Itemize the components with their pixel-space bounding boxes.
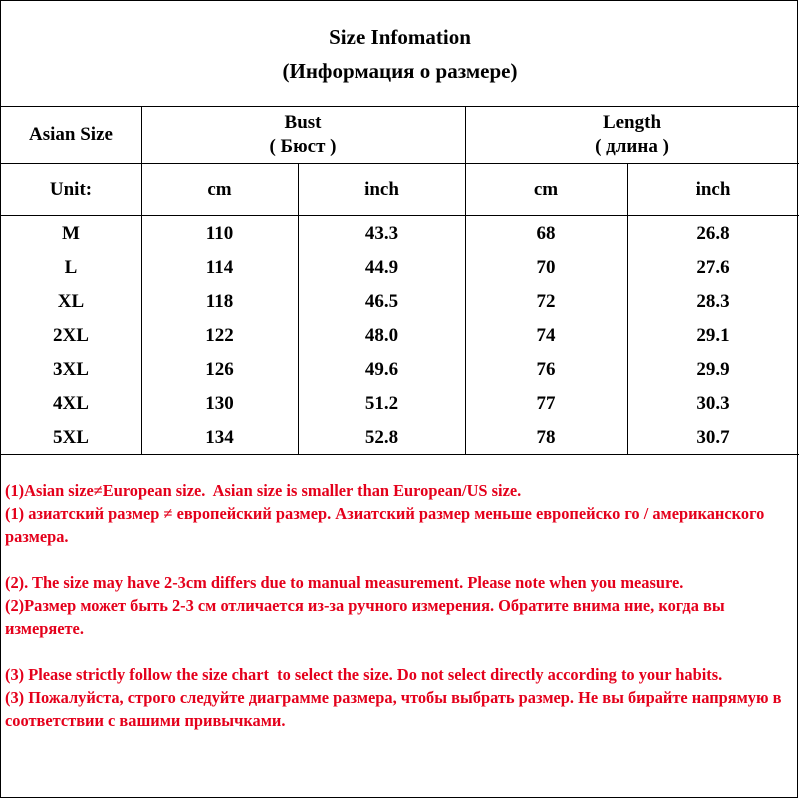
bust-inch-header	[298, 164, 465, 216]
length-cm-cell: 72	[536, 291, 556, 312]
length-cm-header	[465, 164, 627, 216]
length-inch-cell: 29.9	[696, 359, 730, 380]
size-notes	[5, 479, 797, 732]
length-inch-header	[627, 164, 799, 216]
table-row	[1, 387, 799, 421]
unit-label-text: Unit:	[49, 179, 93, 200]
bust-inch-label: inch	[364, 179, 399, 200]
header-bust-russian: ( Бюст )	[269, 136, 337, 157]
title-english: Size Infomation	[329, 24, 471, 49]
length-inch-label: inch	[695, 179, 731, 200]
unit-label	[1, 164, 141, 216]
bust-cm-cell: 126	[205, 359, 234, 380]
note-1-russian: (1) азиатский размер ≠ европейский размер. Азиатский размер меньше европейско го / американского размера.	[5, 504, 769, 546]
size-cell: M	[62, 223, 80, 244]
unit-divider	[1, 215, 799, 216]
bust-cm-cell: 114	[205, 257, 234, 278]
note-spacer	[5, 548, 797, 571]
length-inch-cell: 29.1	[696, 325, 730, 346]
size-cell: 3XL	[53, 359, 89, 380]
bust-inch-cell: 49.6	[364, 359, 399, 380]
bust-cm-header	[141, 164, 298, 216]
note-spacer	[5, 640, 797, 663]
length-cm-cell: 70	[536, 257, 556, 278]
length-cm-cell: 68	[536, 223, 556, 244]
length-inch-cell: 28.3	[696, 291, 730, 312]
table-row	[1, 353, 799, 387]
note-2-russian: (2)Размер может быть 2-3 см отличается из-за ручного измерения. Обратите внима ние, когда вы измеряете.	[5, 596, 729, 638]
size-cell: XL	[57, 291, 85, 312]
bust-inch-cell: 52.8	[364, 427, 399, 448]
note-3-english: (3) Please strictly follow the size chart to select the size. Do not select directly according to your habits.	[5, 665, 723, 684]
length-cm-cell: 78	[536, 427, 556, 448]
note-2-english: (2). The size may have 2-3cm differs due to manual measurement. Please note when you measure.	[5, 573, 684, 592]
table-row	[1, 251, 799, 285]
length-cm-cell: 76	[536, 359, 556, 380]
table-row	[1, 285, 799, 319]
title-russian: (Информация о размере)	[282, 58, 518, 83]
header-asian-size	[1, 107, 141, 163]
header-bust	[141, 107, 465, 163]
note-3-russian: (3) Пожалуйста, строго следуйте диаграмме размера, чтобы выбрать размер. Не вы бирайте напрямую в соответствии с вашими привычками.	[5, 688, 786, 730]
bust-inch-cell: 43.3	[364, 223, 399, 244]
header-bust-label: Bust	[284, 112, 322, 133]
bust-cm-cell: 110	[205, 223, 234, 244]
title-block	[1, 1, 799, 107]
length-inch-cell: 26.8	[696, 223, 730, 244]
header-asian-size-label: Asian Size	[29, 124, 113, 145]
table-row	[1, 217, 799, 251]
header-length-russian: ( длина )	[595, 136, 669, 157]
header-length	[465, 107, 799, 163]
size-cell: 4XL	[53, 393, 89, 414]
header-length-label: Length	[602, 112, 662, 133]
size-cell: L	[64, 257, 78, 278]
note-1-english: (1)Asian size≠European size. Asian size is smaller than European/US size.	[5, 481, 522, 500]
header-divider	[1, 163, 799, 164]
table-row	[1, 421, 799, 455]
bust-inch-cell: 48.0	[364, 325, 399, 346]
length-inch-cell: 27.6	[696, 257, 730, 278]
bust-cm-cell: 122	[205, 325, 234, 346]
length-inch-cell: 30.7	[696, 427, 730, 448]
bust-inch-cell: 46.5	[364, 291, 399, 312]
length-inch-cell: 30.3	[696, 393, 730, 414]
table-row	[1, 319, 799, 353]
bust-inch-cell: 44.9	[364, 257, 399, 278]
bust-cm-cell: 118	[205, 291, 234, 312]
bust-inch-cell: 51.2	[364, 393, 399, 414]
bust-cm-label: cm	[207, 179, 232, 200]
length-cm-cell: 74	[536, 325, 556, 346]
length-cm-cell: 77	[536, 393, 556, 414]
size-cell: 2XL	[53, 325, 89, 346]
bust-cm-cell: 134	[205, 427, 234, 448]
bust-cm-cell: 130	[205, 393, 234, 414]
size-cell: 5XL	[53, 427, 89, 448]
length-cm-label: cm	[533, 179, 559, 200]
